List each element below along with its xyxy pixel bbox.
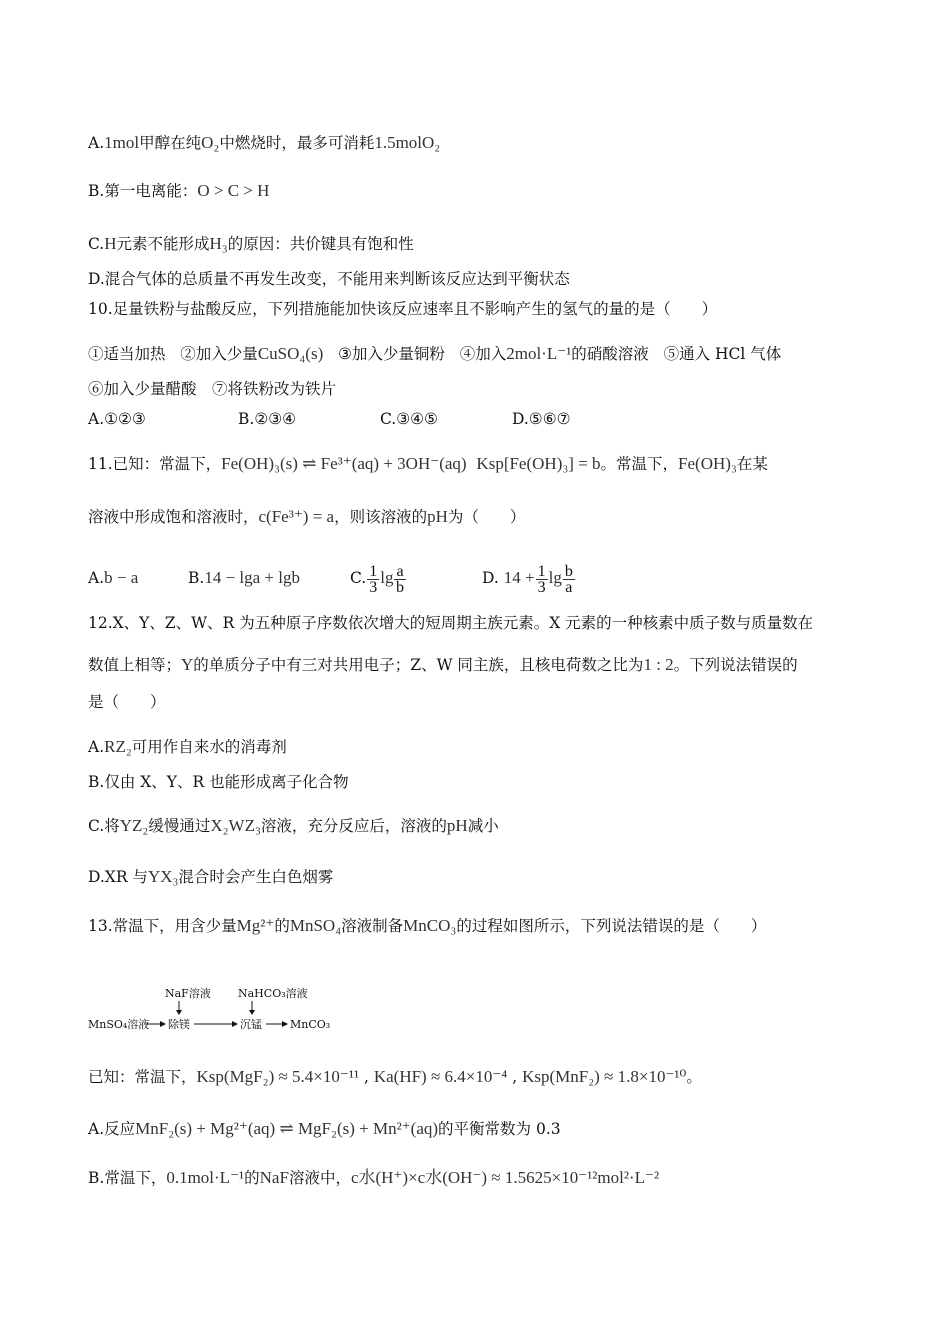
q10-items-line2: ⑥加入少量醋酸 ⑦将铁粉改为铁片: [88, 380, 337, 398]
q12-option-b[interactable]: B.仅由 X、Y、R 也能形成离子化合物: [88, 773, 349, 791]
q11-option-a[interactable]: A.b − a: [88, 568, 139, 587]
q9-option-c[interactable]: C.H元素不能形成H₃的原因：共价键具有饱和性: [88, 234, 414, 253]
q12-stem-line1: 12.X、Y、Z、W、R 为五种原子序数依次增大的短周期主族元素。X 元素的一种核素中质子数与质量数在: [88, 614, 814, 632]
q11-option-b[interactable]: B.14 − lga + lgb: [188, 568, 300, 587]
q10-stem: 10.足量铁粉与盐酸反应，下列措施能加快该反应速率且不影响产生的氢气的量的是（ ）: [88, 300, 718, 318]
flow-step-remove-mg: 除镁: [168, 1018, 190, 1031]
q12-option-a[interactable]: A.RZ₂可用作自来水的消毒剂: [88, 737, 287, 756]
q12-option-c[interactable]: C.将YZ₂缓慢通过X₂WZ₃溶液，充分反应后，溶液的pH减小: [88, 816, 499, 835]
q11-stem-line2: 溶液中形成饱和溶液时，c(Fe³⁺) = a，则该溶液的pH为（ ）: [88, 507, 526, 526]
q9-option-a[interactable]: A.1mol甲醇在纯O₂中燃烧时，最多可消耗1.5molO₂: [88, 133, 441, 152]
flow-arrowhead-2: [232, 1021, 238, 1027]
q10-option-a[interactable]: A.①②③: [88, 410, 146, 428]
flow-arrowhead-down-2: [249, 1010, 255, 1015]
flow-label-nahco3: NaHCO₃溶液: [238, 987, 308, 1000]
q10-option-d[interactable]: D.⑤⑥⑦: [512, 410, 571, 428]
q9-option-b[interactable]: B.第一电离能：O > C > H: [88, 181, 270, 200]
q11-option-d[interactable]: D. 14 + $\frac{1}{3}$ lg $\frac{b}{a}$: [482, 562, 573, 596]
q11-option-c[interactable]: C. $\frac{1}{3}$ lg $\frac{a}{b}$: [350, 562, 405, 596]
q11-stem: 11.已知：常温下，Fe(OH)₃(s) ⇌ Fe³⁺(aq) + 3OH⁻(aq) Ksp[Fe(OH)₃] = b。常温下，Fe(OH)₃在某: [88, 454, 768, 473]
q10-option-b[interactable]: B.②③④: [238, 410, 297, 428]
flow-step-precipitate-mn: 沉锰: [240, 1018, 262, 1031]
q9-option-d[interactable]: D.混合气体的总质量不再发生改变，不能用来判断该反应达到平衡状态: [88, 270, 570, 288]
flow-arrowhead-1: [160, 1021, 166, 1027]
q12-stem-line3: 是（ ）: [88, 693, 166, 711]
flow-end: MnCO₃: [290, 1018, 331, 1031]
flow-start: MnSO₄溶液: [88, 1018, 150, 1031]
q13-option-b[interactable]: B.常温下，0.1mol·L⁻¹的NaF溶液中，c水(H⁺)×c水(OH⁻) ≈ 1.5625×10⁻¹²mol²·L⁻²: [88, 1168, 660, 1187]
flow-arrowhead-down-1: [176, 1010, 182, 1015]
q13-known-constants: 已知：常温下，Ksp(MgF₂) ≈ 5.4×10⁻¹¹ , Ka(HF) ≈ 6.4×10⁻⁴ , Ksp(MnF₂) ≈ 1.8×10⁻¹⁰。: [88, 1067, 702, 1086]
flow-label-naf: NaF溶液: [165, 987, 211, 1000]
q11-options: [88, 560, 870, 596]
q13-option-a[interactable]: A.反应MnF₂(s) + Mg²⁺(aq) ⇌ MgF₂(s) + Mn²⁺(aq)的平衡常数为 0.3: [88, 1119, 561, 1138]
q12-option-d[interactable]: D.XR 与YX₃混合时会产生白色烟雾: [88, 867, 334, 886]
q13-stem: 13.常温下，用含少量Mg²⁺的MnSO₄溶液制备MnCO₃的过程如图所示，下列说法错误的是（ ）: [88, 916, 767, 935]
q10-items-line1: ①适当加热 ②加入少量CuSO₄(s) ③加入少量铜粉 ④加入2mol·L⁻¹的硝酸溶液 ⑤通入 HCl 气体: [88, 344, 782, 363]
q10-option-c[interactable]: C.③④⑤: [380, 410, 438, 428]
process-flow-diagram: [88, 984, 348, 1034]
flow-arrowhead-3: [282, 1021, 288, 1027]
q10-options: [88, 408, 870, 430]
q12-stem-line2: 数值上相等；Y的单质分子中有三对共用电子；Z、W 同主族，且核电荷数之比为1 : 2。下列说法错误的: [88, 655, 798, 674]
